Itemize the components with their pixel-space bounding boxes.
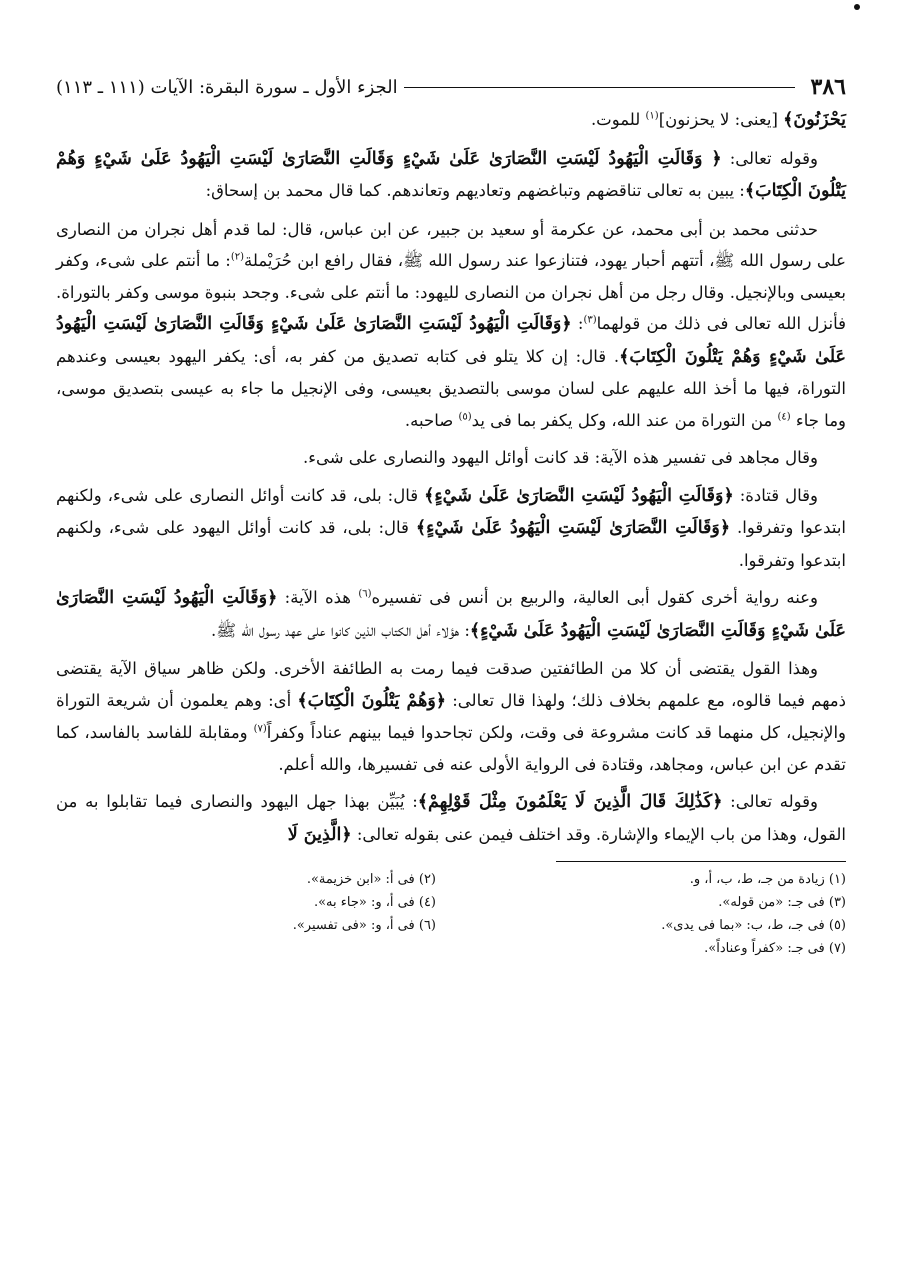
footnote-rule	[556, 861, 846, 862]
paragraph	[56, 143, 846, 208]
footnote: (١) زيادة من جـ، ط، ب، أ، و.	[689, 872, 846, 887]
footnote-ref: (٢)	[230, 251, 245, 263]
quran-verse: ﴿كَذَٰلِكَ قَالَ الَّذِينَ لَا يَعْلَمُونَ مِثْلَ قَوْلِهِمْ﴾	[417, 792, 723, 812]
paragraph	[56, 582, 846, 647]
body-text-run: صاحبه.	[404, 410, 459, 430]
footnotes	[56, 868, 846, 960]
page-speck	[854, 4, 860, 10]
page-number: ٣٨٦	[810, 74, 846, 100]
body-text-run: وقال قتادة:	[733, 485, 818, 505]
running-header	[56, 70, 846, 104]
body-text-run: هذه الآية:	[277, 588, 359, 607]
footnote: (٥) فى جـ، ط، ب: «بما فى يدى».	[661, 918, 846, 933]
quran-verse: ﴿ وَقَالَتِ الْيَهُودُ لَيْسَتِ النَّصَارَىٰ عَلَىٰ شَيْءٍ وَقَالَتِ النَّصَارَىٰ لَيْسَتِ الْيَهُودُ عَلَىٰ شَيْءٍ وَهُمْ يَتْلُونَ الْكِتَابَ﴾	[56, 148, 846, 201]
quran-verse: ﴿وَقَالَتِ الْيَهُودُ لَيْسَتِ النَّصَارَىٰ عَلَىٰ شَيْءٍ وَقَالَتِ النَّصَارَىٰ لَيْسَتِ الْيَهُودُ عَلَىٰ شَيْءٍ﴾	[56, 588, 846, 641]
running-title: الجزء الأول ـ سورة البقرة: الآيات (١١١ ـ ١١٣)	[56, 76, 398, 98]
body-text-run: [يعنى: لا يحزنون]	[658, 110, 784, 129]
quran-verse: ﴿وَقَالَتِ الْيَهُودُ لَيْسَتِ النَّصَارَىٰ عَلَىٰ شَيْءٍ وَقَالَتِ النَّصَارَىٰ لَيْسَتِ الْيَهُودُ عَلَىٰ شَيْءٍ وَهُمْ يَتْلُونَ الْكِتَابَ﴾	[56, 314, 846, 367]
paragraph	[56, 480, 846, 577]
paragraph	[56, 214, 846, 437]
quran-verse: ﴿وَقَالَتِ الْيَهُودُ لَيْسَتِ النَّصَارَىٰ عَلَىٰ شَيْءٍ﴾	[424, 485, 734, 506]
quran-verse: ﴿الَّذِينَ لَا	[287, 824, 352, 845]
footnote-ref: (٥)	[458, 411, 472, 422]
body-text-run: وقوله تعالى:	[722, 792, 818, 811]
body-text-run: : هؤلاء أهل الكتاب الذين كانوا على عهد رسول الله ﷺ.	[211, 620, 470, 640]
footnote-ref: (٧)	[253, 723, 267, 735]
paragraph	[56, 104, 846, 137]
footnote-ref: (٤)	[777, 411, 791, 422]
footnote: (٢) فى أ: «ابن خزيمة».	[306, 872, 436, 887]
body-text-run: حدثنى محمد بن أبى محمد، عن عكرمة أو سعيد بن جبير، عن ابن عباس، قال: لما قدم أهل نجران من النصارى على رسول الله ﷺ، أتتهم أحبار يهود، فتنازعوا عند رسول الله ﷺ، فقال رافع ابن حُرَيْملة	[56, 219, 846, 270]
footnote: (٦) فى أ، و: «فى تفسير».	[292, 918, 436, 933]
footnote: (٤) فى أ، و: «جاء به».	[313, 895, 436, 910]
paragraph	[56, 786, 846, 851]
footnotes-right-column	[516, 868, 846, 960]
footnote: (٧) فى جـ: «كفراً وعناداً».	[704, 941, 846, 956]
footnote: (٣) فى جـ: «من قوله».	[718, 895, 846, 910]
footnote-ref: (٦)	[358, 588, 372, 600]
body-text-run: قال: بلى، قد كانت أوائل النصارى على شىء، ولكنهم ابتدعوا وتفرقوا.	[56, 485, 846, 537]
body-text-run: . قال: إن كلا يتلو فى كتابه تصديق من كفر به، أى: يكفر اليهود بعيسى وعندهم التوراة، فيها ما أخذ الله عليهم على لسان موسى بالتصديق بعيسى، وفى الإنجيل ما جاء به عيسى بتصديق موسى، وما جاء	[56, 346, 846, 430]
body-text-run: وقوله تعالى:	[721, 148, 818, 168]
body-text-run: من التوراة من عند الله، وكل يكفر بما فى يد	[471, 410, 778, 430]
footnotes-left-column	[136, 868, 436, 960]
body-text-run: للموت.	[590, 110, 646, 129]
body-text-run: ومقابلة للفاسد بالفاسد، كما تقدم عن ابن عباس، ومجاهد، وقتادة فى الرواية الأولى عنه فى تفسيرها، والله أعلم.	[56, 723, 846, 774]
book-page	[56, 70, 846, 1210]
body-text-run: وهذا القول يقتضى أن كلا من الطائفتين صدقت فيما رمت به الطائفة الأخرى. ولكن ظاهر سياق الآية يقتضى ذمهم فيما قالوه، مع علمهم بخلاف ذلك؛ ولهذا قال تعالى:	[56, 659, 846, 710]
paragraph	[56, 442, 846, 474]
body-text-run: :	[571, 314, 584, 333]
body-text-run: : يُبَيِّن بهذا جهل اليهود والنصارى فيما تقابلوا به من القول، وهذا من باب الإيماء والإشارة. وقد اختلف فيمن عنى بقوله تعالى:	[56, 792, 846, 844]
footnote-ref: (٣)	[583, 314, 597, 326]
body-text-run: وقال مجاهد فى تفسير هذه الآية: قد كانت أوائل اليهود والنصارى على شىء.	[302, 448, 818, 467]
body-text-run: أى: وهم يعلمون أن شريعة التوراة والإنجيل، كل منهما قد كانت مشروعة فى وقت، ولكن تجاحدوا فيما بينهم عناداً وكفراً	[56, 690, 846, 742]
body-text	[56, 104, 846, 851]
footnote-ref: (١)	[645, 110, 659, 122]
body-text-run: : يبين به تعالى تناقضهم وتباغضهم وتعاديهم وتعاندهم. كما قال محمد بن إسحاق:	[205, 181, 745, 200]
body-text-run: وعنه رواية أخرى كقول أبى العالية، والربيع بن أنس فى تفسيره	[371, 588, 818, 607]
quran-verse: يَحْزَنُونَ﴾	[783, 110, 846, 130]
body-text-run: : ما أنتم على شىء، وكفر بعيسى وبالإنجيل. وقال رجل من أهل نجران من النصارى لليهود: ما أنتم على شىء. وجحد بنبوة موسى وكفر بالتوراة. فأنزل الله تعالى فى ذلك من قولهما	[56, 251, 846, 333]
body-text-run: قال: بلى، قد كانت أوائل اليهود على شىء، ولكنهم ابتدعوا وتفرقوا.	[56, 518, 846, 570]
paragraph	[56, 653, 846, 780]
header-rule	[404, 87, 795, 88]
quran-verse: ﴿وَقَالَتِ النَّصَارَىٰ لَيْسَتِ الْيَهُودُ عَلَىٰ شَيْءٍ﴾	[415, 518, 731, 538]
quran-verse: ﴿وَهُمْ يَتْلُونَ الْكِتَابَ﴾	[297, 690, 447, 711]
